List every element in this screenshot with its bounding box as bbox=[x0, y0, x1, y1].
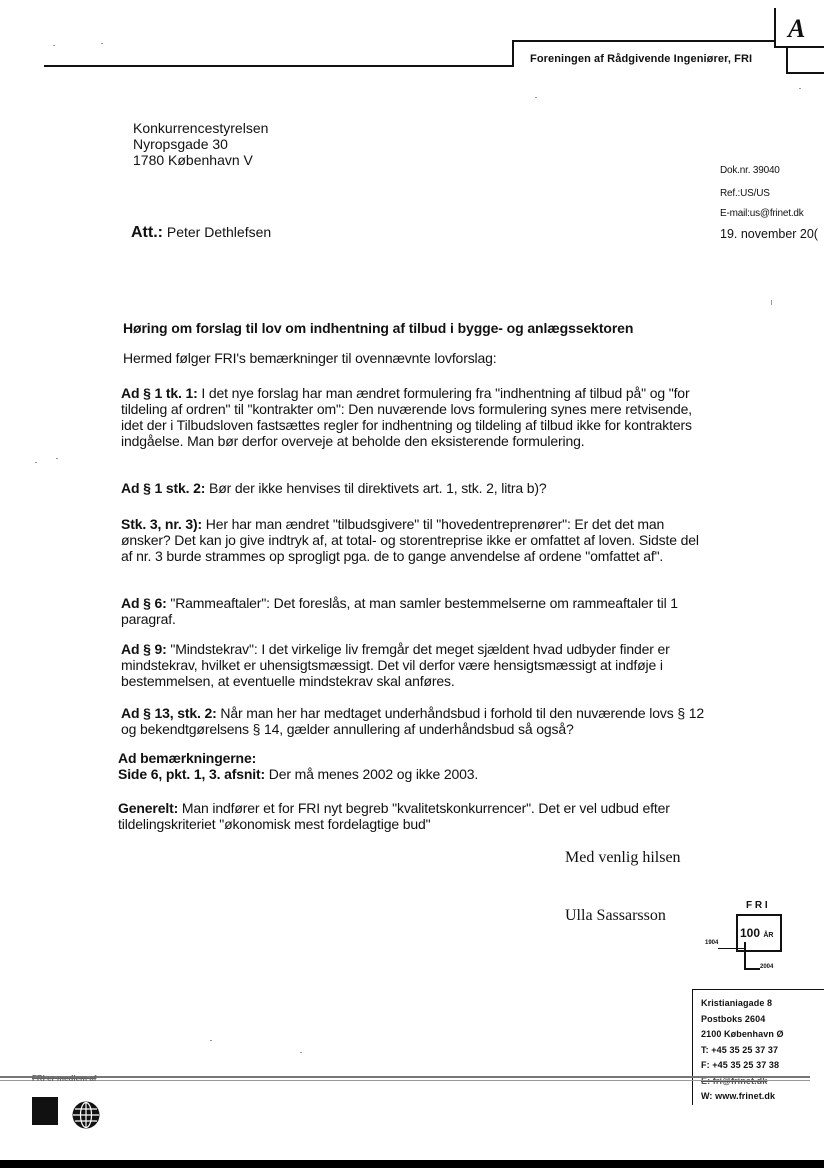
paragraph-section-3-3 bbox=[121, 516, 711, 564]
anniversary-logo bbox=[700, 898, 790, 978]
footer-street: Kristianiagade 8 bbox=[701, 998, 773, 1008]
member-note: FRI er medlem af bbox=[32, 1074, 97, 1083]
footer-box: Postboks 2604 bbox=[701, 1013, 766, 1024]
recipient-line: 1780 København V bbox=[133, 152, 253, 168]
letter-intro: Hermed følger FRI's bemærkninger til ovennævnte lovforslag: bbox=[123, 350, 497, 366]
paragraph-label: Ad § 9: bbox=[121, 641, 167, 657]
general-remark bbox=[118, 800, 708, 832]
reference-code: Ref.:US/US bbox=[720, 188, 770, 199]
general-label: Generelt: bbox=[118, 800, 179, 816]
footer-rule-left bbox=[692, 989, 693, 1105]
header-rule-top bbox=[512, 40, 774, 42]
paragraph-text: Bør der ikke henvises til direktivets art. 1, stk. 2, litra b)? bbox=[205, 480, 547, 496]
remarks-text: Der må menes 2002 og ikke 2003. bbox=[265, 766, 479, 782]
organization-name: Foreningen af Rådgivende Ingeniører, FRI bbox=[530, 53, 753, 65]
recipient-line: Nyropsgade 30 bbox=[133, 136, 228, 152]
signer-name: Ulla Sassarsson bbox=[565, 907, 666, 924]
reference-email: E-mail:us@frinet.dk bbox=[720, 208, 804, 219]
footer-band-line bbox=[0, 1080, 810, 1081]
paragraph-text: Når man her har medtaget underhåndsbud i forhold til den nuværende lovs § 12 og bekendtgørelsens § 14, gælder annullering af underhåndsbud så også? bbox=[121, 705, 704, 737]
page-bottom-edge bbox=[0, 1160, 824, 1168]
header-rule-left bbox=[44, 65, 514, 67]
remarks-label: Side 6, pkt. 1, 3. afsnit: bbox=[118, 766, 266, 782]
attention-label: Att.: bbox=[131, 224, 163, 241]
header-rule-tick bbox=[512, 40, 514, 67]
anniversary-logo-right-year: 2004 bbox=[760, 964, 774, 970]
paragraph-label: Ad § 13, stk. 2: bbox=[121, 705, 217, 721]
letter-date: 19. november 20( bbox=[720, 227, 818, 241]
paragraph-section-1-2 bbox=[121, 480, 711, 496]
paragraph-text: I det nye forslag har man ændret formulering fra "indhentning af tilbud på" og "for tildeling af ordren" til "kontrakter om": Den nuværende lovs formulering synes mere retvisende, idet der i Tilbudsloven fastsættes regler for indhentning og tildeling af tilbud ikke for kontrakters indgåelse. Man bør derfor overveje at beholde den eksisterende formulering. bbox=[121, 385, 693, 449]
anniversary-logo-top: F R I bbox=[746, 900, 768, 911]
paragraph-label: Ad § 1 tk. 1: bbox=[121, 385, 198, 401]
member-logo-square bbox=[32, 1097, 58, 1125]
attention-line bbox=[131, 224, 271, 242]
paragraph-label: Ad § 6: bbox=[121, 595, 167, 611]
closing-greeting: Med venlig hilsen bbox=[565, 849, 681, 866]
attention-name: Peter Dethlefsen bbox=[166, 224, 272, 240]
globe-icon bbox=[71, 1100, 101, 1130]
doc-number: Dok.nr. 39040 bbox=[720, 165, 780, 176]
fri-logo bbox=[774, 8, 824, 74]
paragraph-section-13-2 bbox=[121, 705, 711, 737]
footer-address bbox=[701, 996, 784, 1105]
paragraph-section-1-1 bbox=[121, 385, 711, 449]
footer-web: W: www.frinet.dk bbox=[701, 1091, 776, 1101]
anniversary-logo-suffix: ÅR bbox=[763, 932, 774, 939]
recipient-line: Konkurrencestyrelsen bbox=[133, 120, 269, 136]
recipient-address bbox=[133, 120, 268, 168]
footer-phone: T: +45 35 25 37 37 bbox=[701, 1044, 779, 1055]
paragraph-text: Her har man ændret "tilbudsgivere" til "hovedentreprenører": Er det det man ønsker? Det kan jo give indtryk af, at total- og storentreprise ikke er omfattet af loven. Sidste del af nr. 3 burde strammes op sprogligt pga. de to gange anvendelse af ordene "omfattet af". bbox=[121, 516, 699, 564]
letter-subject: Høring om forslag til lov om indhentning af tilbud i bygge- og anlægssektoren bbox=[123, 320, 634, 336]
paragraph-text: "Mindstekrav": I det virkelige liv fremgår det meget sjældent hvad udbyder finder er mindstekrav, hvilket er uhensigtsmæssigt. Det vil derfor være hensigtsmæssigt at indføje i bestemmelsen, at eventuelle mindstekrav skal anføres. bbox=[121, 641, 670, 689]
footer-band-line bbox=[0, 1076, 810, 1078]
footer-city: 2100 København Ø bbox=[701, 1029, 784, 1039]
anniversary-logo-center: 100 bbox=[740, 926, 761, 940]
remarks-heading: Ad bemærkningerne: bbox=[118, 750, 257, 766]
anniversary-logo-left-year: 1904 bbox=[705, 940, 719, 946]
remarks-block bbox=[118, 750, 708, 782]
paragraph-section-9 bbox=[121, 641, 711, 689]
paragraph-text: "Rammeaftaler": Det foreslås, at man samler bestemmelserne om rammeaftaler til 1 paragraf. bbox=[121, 595, 678, 627]
paragraph-label: Ad § 1 stk. 2: bbox=[121, 480, 206, 496]
paragraph-section-6 bbox=[121, 595, 711, 627]
paragraph-label: Stk. 3, nr. 3): bbox=[121, 516, 202, 532]
footer-fax: F: +45 35 25 37 38 bbox=[701, 1060, 780, 1070]
footer-rule-top bbox=[692, 989, 824, 990]
general-text: Man indfører et for FRI nyt begreb "kvalitetskonkurrencer". Det er vel udbud efter tildelingskriteriet "økonomisk mest fordelagtige bud" bbox=[118, 800, 670, 832]
fri-logo-glyph: A bbox=[788, 14, 806, 43]
